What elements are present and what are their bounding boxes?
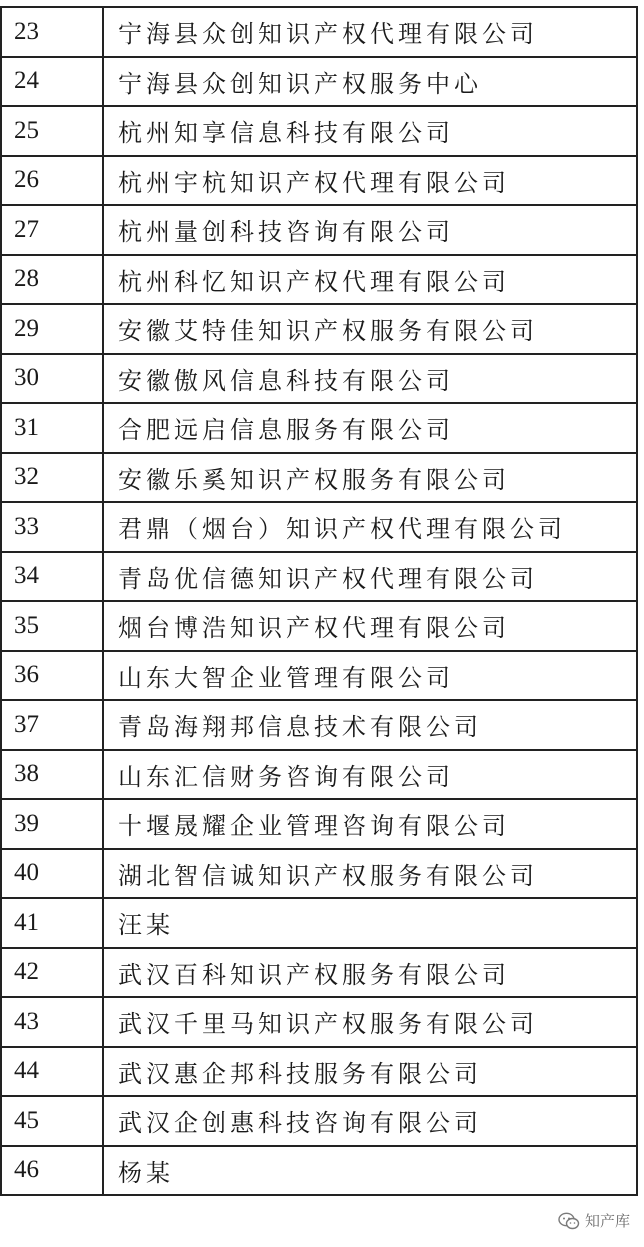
company-name: 安徽乐奚知识产权服务有限公司 [103,453,637,503]
company-name: 杭州量创科技咨询有限公司 [103,205,637,255]
company-name: 武汉百科知识产权服务有限公司 [103,948,637,998]
row-number: 31 [1,403,103,453]
row-number: 39 [1,799,103,849]
company-name: 武汉惠企邦科技服务有限公司 [103,1047,637,1097]
company-name: 宁海县众创知识产权服务中心 [103,57,637,107]
table-row [1,7,637,57]
company-list-table [0,6,638,1196]
table-row [1,453,637,503]
company-name: 武汉企创惠科技咨询有限公司 [103,1096,637,1146]
company-name: 杭州科忆知识产权代理有限公司 [103,255,637,305]
table-body [1,7,637,1195]
table-row [1,205,637,255]
table-row [1,552,637,602]
watermark [558,1210,630,1231]
table-row [1,1047,637,1097]
table-row [1,700,637,750]
table-row [1,997,637,1047]
company-name: 山东汇信财务咨询有限公司 [103,750,637,800]
table-row [1,304,637,354]
company-name: 湖北智信诚知识产权服务有限公司 [103,849,637,899]
row-number: 26 [1,156,103,206]
company-name: 青岛优信德知识产权代理有限公司 [103,552,637,602]
company-name: 杭州宇杭知识产权代理有限公司 [103,156,637,206]
row-number: 23 [1,7,103,57]
table-row [1,601,637,651]
company-name: 杨某 [103,1146,637,1196]
row-number: 42 [1,948,103,998]
table-row [1,849,637,899]
company-name: 安徽艾特佳知识产权服务有限公司 [103,304,637,354]
row-number: 33 [1,502,103,552]
company-name: 汪某 [103,898,637,948]
table-row [1,403,637,453]
row-number: 29 [1,304,103,354]
company-name: 武汉千里马知识产权服务有限公司 [103,997,637,1047]
row-number: 30 [1,354,103,404]
table-row [1,898,637,948]
company-name: 合肥远启信息服务有限公司 [103,403,637,453]
row-number: 38 [1,750,103,800]
row-number: 43 [1,997,103,1047]
table-row [1,255,637,305]
table-row [1,106,637,156]
watermark-text: 知产库 [584,1212,630,1230]
table-row [1,948,637,998]
row-number: 45 [1,1096,103,1146]
table-row [1,651,637,701]
table-row [1,799,637,849]
row-number: 28 [1,255,103,305]
table-row [1,502,637,552]
company-name: 君鼎（烟台）知识产权代理有限公司 [103,502,637,552]
row-number: 40 [1,849,103,899]
row-number: 36 [1,651,103,701]
row-number: 41 [1,898,103,948]
company-name: 宁海县众创知识产权代理有限公司 [103,7,637,57]
company-name: 杭州知享信息科技有限公司 [103,106,637,156]
row-number: 34 [1,552,103,602]
row-number: 27 [1,205,103,255]
table-row [1,750,637,800]
company-name: 山东大智企业管理有限公司 [103,651,637,701]
row-number: 35 [1,601,103,651]
row-number: 37 [1,700,103,750]
row-number: 25 [1,106,103,156]
row-number: 46 [1,1146,103,1196]
table-row [1,156,637,206]
company-name: 安徽傲风信息科技有限公司 [103,354,637,404]
wechat-icon [558,1212,580,1230]
table-row [1,354,637,404]
table-row [1,1096,637,1146]
row-number: 24 [1,57,103,107]
table-row [1,57,637,107]
company-name: 青岛海翔邦信息技术有限公司 [103,700,637,750]
company-name: 烟台博浩知识产权代理有限公司 [103,601,637,651]
company-name: 十堰晟耀企业管理咨询有限公司 [103,799,637,849]
table-row [1,1146,637,1196]
row-number: 32 [1,453,103,503]
row-number: 44 [1,1047,103,1097]
